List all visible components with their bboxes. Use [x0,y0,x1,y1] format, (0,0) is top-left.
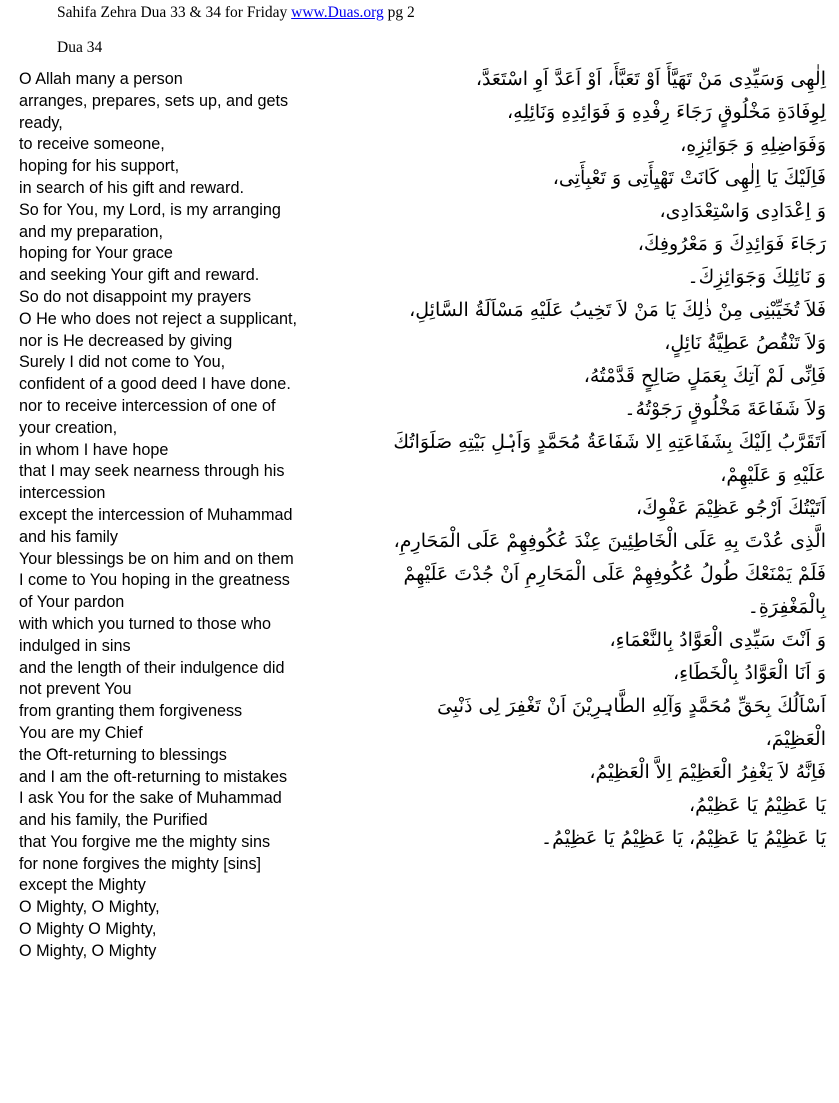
english-line: O Mighty, O Mighty [19,941,157,960]
arabic-line: وَلاَ تَنْقُصُ عَطِيَّةُ نَائِلٍ، [664,332,826,354]
english-line: nor to receive intercession of one of [19,396,276,415]
english-line: from granting them forgiveness [19,702,243,721]
english-line: in search of his gift and reward. [19,178,244,197]
duas-org-link[interactable]: www.Duas.org [291,4,384,21]
english-line: confident of a good deed I have done. [19,375,291,394]
english-line: nor is He decreased by giving [19,331,233,350]
english-line: the Oft-returning to blessings [19,745,227,764]
arabic-line: بِالْمَغْفِرَةِ۔ [747,596,826,618]
english-line: your creation, [19,418,118,437]
arabic-line: وَلاَ شَفَاعَةَ مَخْلُوقٍ رَجَوْتُهُ۔ [624,398,826,420]
english-line: intercession [19,484,106,503]
arabic-line: وَ نَائِلِكَ وَجَوَائِزِكَ۔ [687,266,826,288]
arabic-line: اَتَيْتُكَ اَرْجُو عَظِيْمَ عَفْوِكَ، [635,497,826,519]
arabic-line: اِلٰهِى وَسَيِّدِى مَنْ تَهَيَّأَ اَوْ تَعَبَّأَ، اَوْ اَعَدَّ اَوِ اسْتَعَدَّ، [475,68,826,90]
arabic-line: فَاِنَّهُ لاَ يَغْفِرُ الْعَظِيْمَ اِلاَّ الْعَظِيْمُ، [589,761,826,783]
english-line: and I am the oft-returning to mistakes [19,767,288,786]
arabic-line: يَا عَظِيْمُ يَا عَظِيْمُ، [688,794,826,816]
dua-number: Dua 34 [57,39,103,56]
arabic-line: وَ اَنَا الْعَوَّادُ بِالْخَطَاءِ، [672,662,826,684]
arabic-line: فَلاَ تُخَيِّبْنِى مِنْ ذٰلِكَ يَا مَنْ لاَ تَخِيبُ عَلَيْهِ مَسْاَلَةُ السَّائِلِ، [409,299,826,321]
arabic-line: فَاِلَيْكَ يَا اِلٰهِى كَانَتْ تَهْيِأَتِى وَ تَعْبِأَتِى، [552,167,826,189]
arabic-line: رَجَاءَ فَوَائِدِكَ وَ مَعْرُوفِكَ، [637,233,826,255]
arabic-line: الْعَظِيْمَ، [765,728,826,750]
arabic-line: يَا عَظِيْمُ يَا عَظِيْمُ، يَا عَظِيْمُ يَا عَظِيْمُ۔ [540,827,826,849]
english-line: except the intercession of Muhammad [19,505,293,524]
english-line: You are my Chief [19,723,143,742]
english-line: and his family, the Purified [19,811,208,830]
english-line: to receive someone, [19,135,165,154]
arabic-line: اَتَقَرَّبُ اِلَيْكَ بِشَفَاعَتِهِ اِلا شَفَاعَةُ مُحَمَّدٍ وَاَہْلِ بَيْتِهِ صَلَوَاتُكَ [393,431,826,453]
arabic-line: لِوِفَادَةِ مَخْلُوقٍ رَجَاءَ رِفْدِهِ وَ فَوَائِدِهِ وَنَائِلِهِ، [507,101,826,123]
english-translation [19,69,364,963]
english-line: arranges, prepares, sets up, and gets [19,91,289,110]
english-line: and the length of their indulgence did [19,658,285,677]
english-line: of Your pardon [19,593,125,612]
english-line: and his family [19,527,118,546]
english-line: hoping for Your grace [19,244,173,263]
english-line: indulged in sins [19,636,131,655]
page-header [57,3,415,23]
arabic-line: فَلَمْ يَمْنَعْكَ طُولُ عُكُوفِهِمْ عَلَى الْمَحَارِمِ اَنْ جُدْتَ عَلَيْهِمْ [403,563,826,585]
english-line: I ask You for the sake of Muhammad [19,789,282,808]
english-line: Your blessings be on him and on them [19,549,294,568]
header-page-number: pg 2 [383,4,415,21]
english-line: and seeking Your gift and reward. [19,266,260,285]
english-line: with which you turned to those who [19,614,271,633]
arabic-line: عَلَيْهِ وَ عَلَيْهِمْ، [720,464,826,486]
arabic-line: وَفَوَاضِلِهِ وَ جَوَائِزِهِ، [680,134,826,156]
english-line: in whom I have hope [19,440,169,459]
arabic-line: وَ اِعْدَادِى وَاسْتِعْدَادِى، [659,200,826,222]
english-line: O He who does not reject a supplicant, [19,309,298,328]
english-line: that I may seek nearness through his [19,462,285,481]
header-title: Sahifa Zehra Dua 33 & 34 for Friday [57,4,292,21]
arabic-line: وَ اَنْتَ سَيِّدِى الْعَوَّادُ بِالنَّعْمَاءِ، [609,629,826,651]
english-line: except the Mighty [19,876,146,895]
arabic-text [360,63,826,855]
english-line: not prevent You [19,680,132,699]
english-line: O Mighty, O Mighty, [19,898,160,917]
english-line: Surely I did not come to You, [19,353,226,372]
arabic-line: الَّذِى عُدْتَ بِهِ عَلَى الْخَاطِئِينَ عِنْدَ عُكُوفِهِمْ عَلَى الْمَحَارِمِ، [393,530,826,552]
english-line: hoping for his support, [19,157,180,176]
english-line: O Allah many a person [19,70,183,88]
english-line: ready, [19,113,63,132]
english-line: O Mighty O Mighty, [19,920,157,939]
arabic-line: فَاِنِّى لَمْ آتِكَ بِعَمَلٍ صَالِحٍ قَدَّمْتُهُ، [583,365,826,387]
english-line: and my preparation, [19,222,163,241]
english-line: that You forgive me the mighty sins [19,832,271,851]
english-line: for none forgives the mighty [sins] [19,854,262,873]
english-line: I come to You hoping in the greatness [19,571,290,590]
english-line: So for You, my Lord, is my arranging [19,200,281,219]
arabic-line: اَسْاَلُكَ بِحَقِّ مُحَمَّدٍ وَآلِهِ الطَّاہِرِيْنَ اَنْ تَغْفِرَ لِى ذَنْبِىَ [437,695,826,717]
english-line: So do not disappoint my prayers [19,287,252,306]
